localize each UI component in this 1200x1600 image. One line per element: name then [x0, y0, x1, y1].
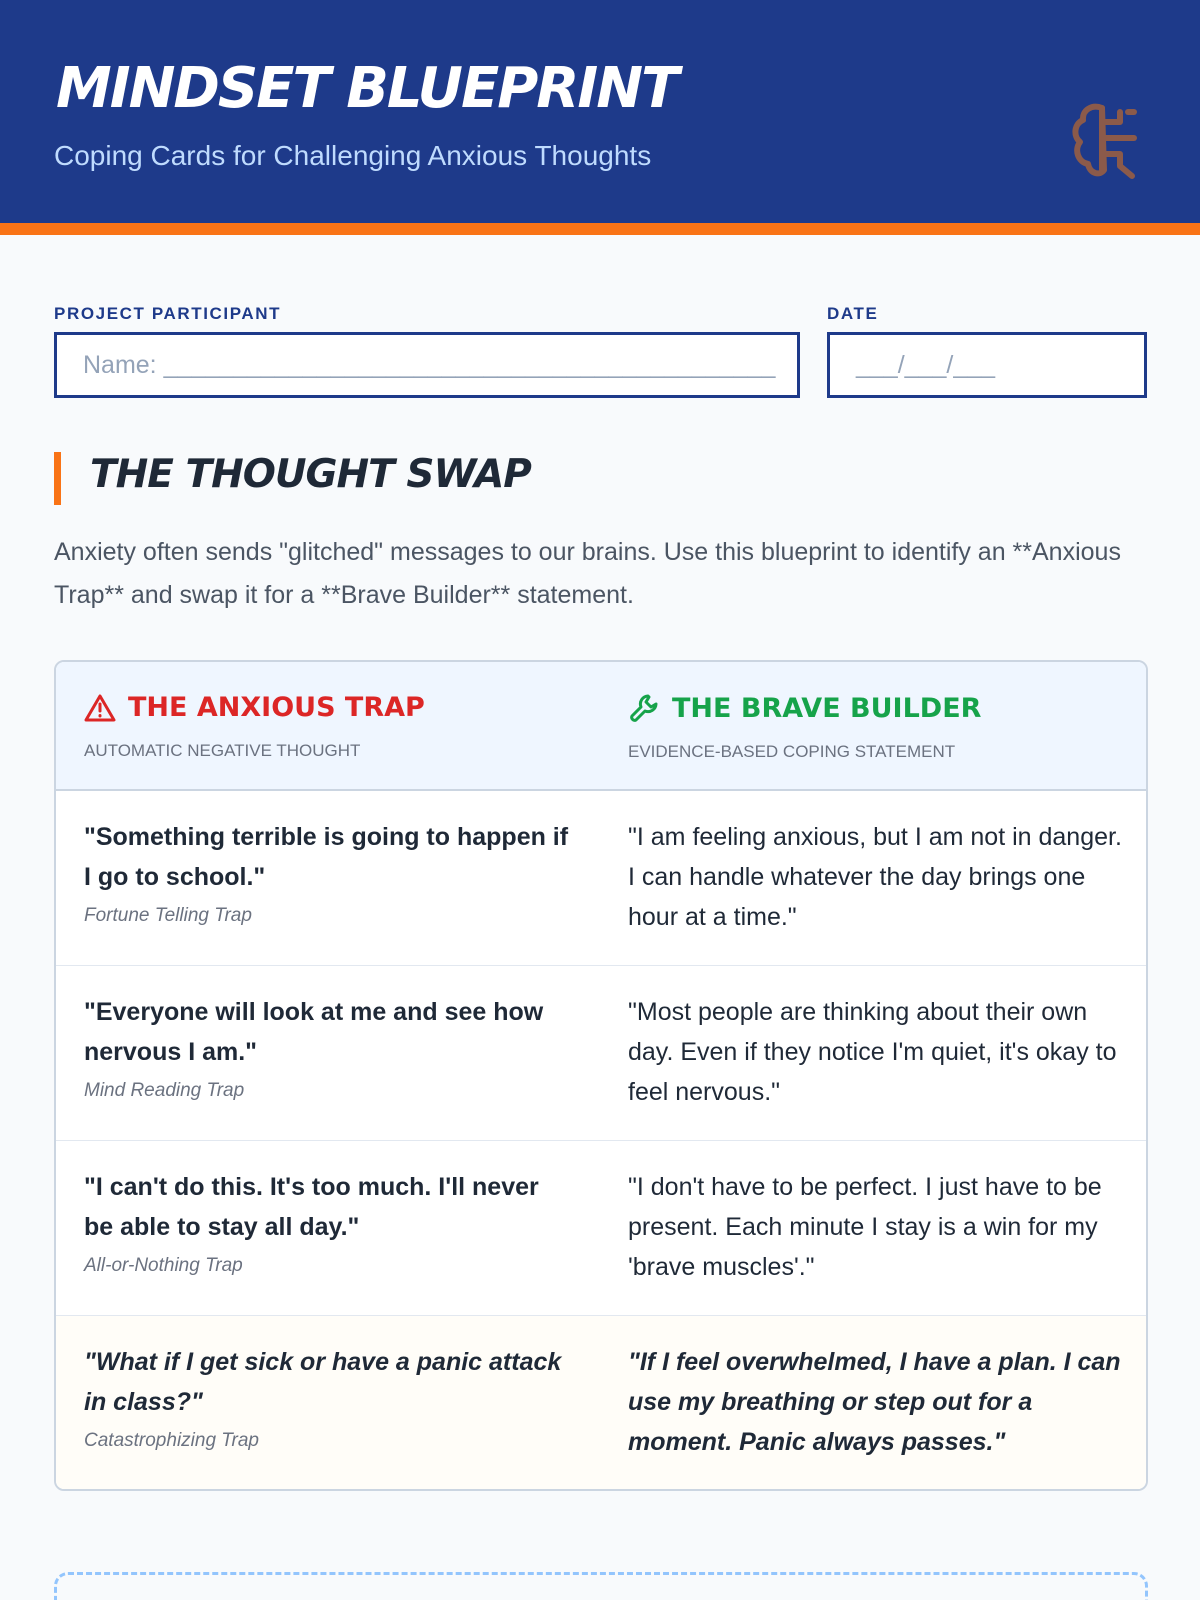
page-header	[0, 0, 1200, 235]
dashed-card	[54, 1572, 1148, 1600]
trap-cell	[84, 1167, 574, 1277]
brave-statement: "If I feel overwhelmed, I have a plan. I can use my breathing or step out for a moment. Panic always passes."	[628, 1348, 1121, 1456]
table-row	[56, 1141, 1146, 1316]
wrench-icon	[628, 692, 660, 724]
date-field[interactable]: ___/___/___	[827, 332, 1147, 398]
trap-cell	[84, 1342, 574, 1452]
trap-cell	[84, 817, 574, 927]
anxious-thought: "I can't do this. It's too much. I'll never be able to stay all day."	[84, 1173, 539, 1241]
brave-statement: "Most people are thinking about their own day. Even if they notice I'm quiet, it's okay to feel nervous."	[628, 998, 1117, 1106]
table-row	[56, 791, 1146, 966]
participant-label: PROJECT PARTICIPANT	[54, 304, 282, 323]
trap-type: Catastrophizing Trap	[84, 1430, 259, 1451]
table-header	[56, 662, 1146, 791]
trap-cell	[84, 992, 574, 1102]
brave-statement: "I don't have to be perfect. I just have to be present. Each minute I stay is a win for my 'brave muscles'."	[628, 1173, 1102, 1281]
date-label: DATE	[827, 304, 879, 323]
trap-type: All-or-Nothing Trap	[84, 1255, 243, 1276]
trap-type: Fortune Telling Trap	[84, 905, 252, 926]
trap-header-label: THE ANXIOUS TRAP	[128, 692, 425, 723]
section-title: THE THOUGHT SWAP	[90, 452, 531, 497]
table-row	[56, 1316, 1146, 1491]
trap-column-header	[84, 692, 425, 761]
brave-statement: "I am feeling anxious, but I am not in danger. I can handle whatever the day brings one hour at a time."	[628, 823, 1122, 931]
brave-header-label: THE BRAVE BUILDER	[672, 692, 982, 724]
brave-subheader: EVIDENCE-BASED COPING STATEMENT	[628, 742, 956, 761]
section-accent-bar	[54, 452, 61, 505]
participant-name-field[interactable]: Name: ____________________________________________	[54, 332, 800, 398]
anxious-thought: "Everyone will look at me and see how nervous I am."	[84, 998, 544, 1066]
table-row	[56, 966, 1146, 1141]
page-title: MINDSET BLUEPRINT	[56, 56, 678, 121]
thought-swap-table	[54, 660, 1148, 1491]
brave-column-header	[628, 692, 981, 762]
brain-icon	[1068, 100, 1144, 180]
page-subtitle: Coping Cards for Challenging Anxious Thoughts	[54, 140, 652, 171]
trap-type: Mind Reading Trap	[84, 1080, 245, 1101]
warning-icon	[84, 693, 116, 723]
section-intro: Anxiety often sends "glitched" messages to our brains. Use this blueprint to identify an **Anxious Trap** and swap it for a **Brave Builder** statement.	[54, 538, 1121, 609]
trap-subheader: AUTOMATIC NEGATIVE THOUGHT	[84, 741, 361, 760]
anxious-thought: "What if I get sick or have a panic attack in class?"	[84, 1348, 562, 1416]
anxious-thought: "Something terrible is going to happen if I go to school."	[84, 823, 569, 891]
